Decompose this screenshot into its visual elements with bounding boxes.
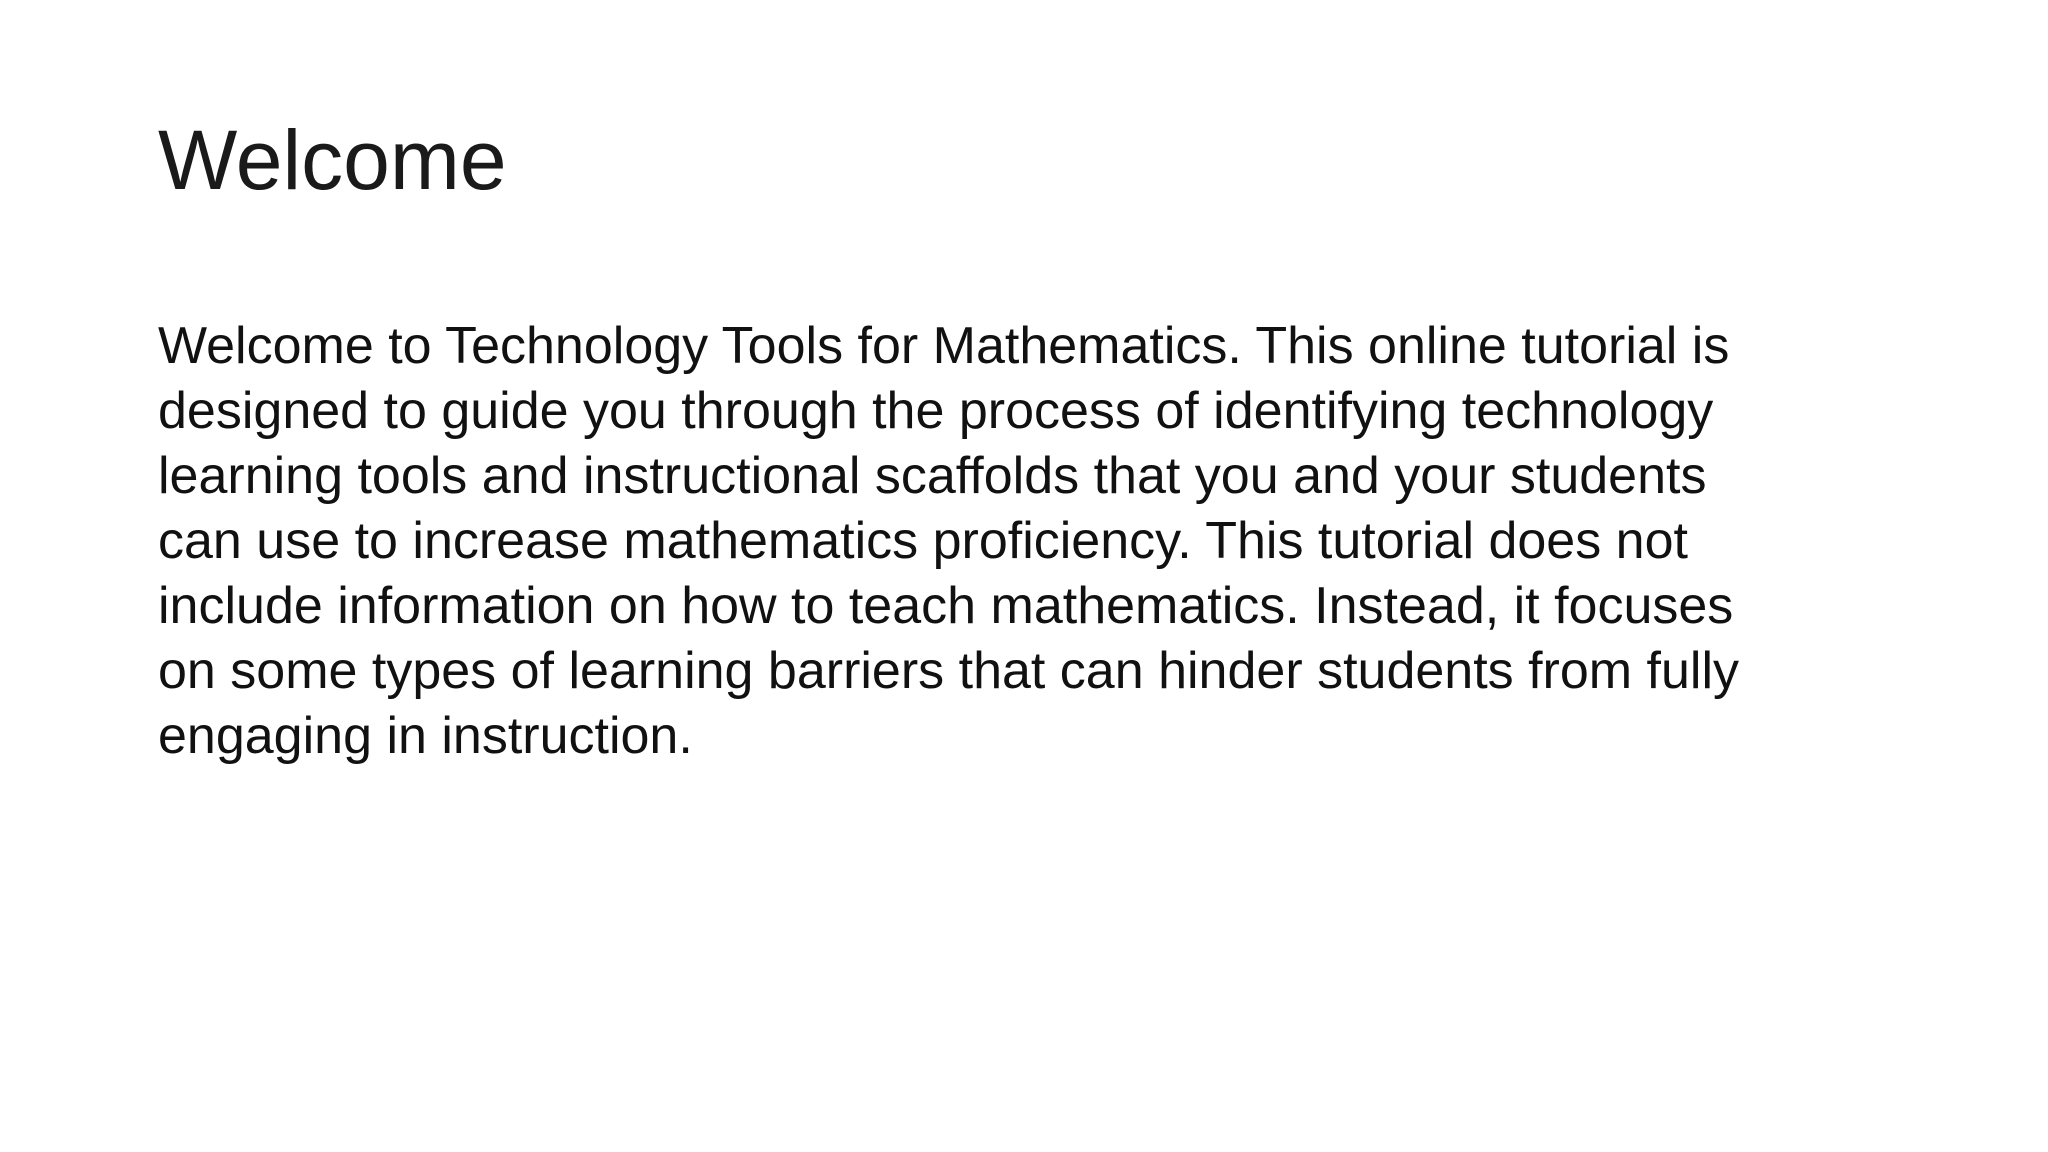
- body-line: can use to increase mathematics proficiency. This tutorial does not: [158, 512, 1688, 570]
- body-line: include information on how to teach mathematics. Instead, it focuses: [158, 577, 1734, 635]
- body-line: learning tools and instructional scaffolds that you and your students: [158, 447, 1707, 505]
- body-line: designed to guide you through the process of identifying technology: [158, 382, 1714, 440]
- body-line: on some types of learning barriers that can hinder students from fully: [158, 642, 1740, 700]
- body-line: Welcome to Technology Tools for Mathematics. This online tutorial is: [158, 317, 1730, 375]
- slide-body-text: [158, 314, 1918, 769]
- body-line: engaging in instruction.: [158, 707, 693, 765]
- slide-title: Welcome: [158, 113, 507, 207]
